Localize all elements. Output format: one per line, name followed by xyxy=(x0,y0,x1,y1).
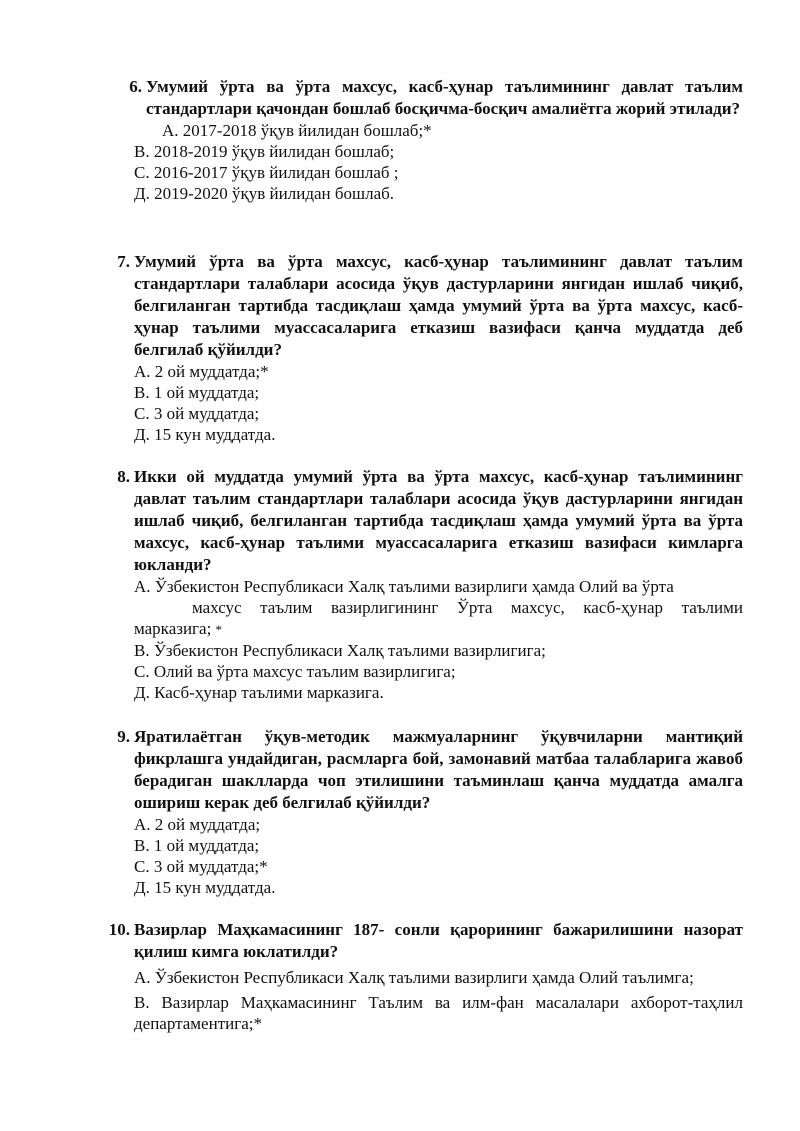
answer-c: С. 3 ой муддатда;* xyxy=(134,857,268,876)
answer-a: А. 2 ой муддатда; xyxy=(134,815,261,834)
question-9 xyxy=(100,726,743,898)
answer-list xyxy=(134,576,743,703)
answer-d: Д. 15 кун муддатда. xyxy=(134,425,276,444)
question-number: 8. xyxy=(117,467,130,486)
answer-a-correct-mark: * xyxy=(215,622,223,637)
question-10 xyxy=(100,919,743,1034)
answer-list xyxy=(134,967,743,1034)
answer-a: А. 2 ой муддатда;* xyxy=(134,362,269,381)
answer-a-line3: марказига; xyxy=(134,619,212,638)
answer-c: С. Олий ва ўрта махсус таълим вазирлигига; xyxy=(134,662,456,681)
question-text: Умумий ўрта ва ўрта махсус, касб-ҳунар таълимининг давлат таълим стандартлари қачондан бошлаб босқичма-босқич амалиётга жорий этилади? xyxy=(146,77,743,118)
question-8 xyxy=(100,466,743,703)
answer-a xyxy=(134,576,743,640)
question-text: Умумий ўрта ва ўрта махсус, касб-ҳунар таълимининг давлат таълим стандартлари талаблари асосида ўқув дастурларини янгидан ишлаб чиқиб, белгиланган тартибда тасдиқлаш ҳамда умумий ўрта ва ўрта махсус, касб-ҳунар таълими муассасаларига етказиш вазифаси қанча муддатда деб белгилаб қўйилди? xyxy=(134,252,743,359)
answer-d: Д. 15 кун муддатда. xyxy=(134,878,276,897)
question-7 xyxy=(100,251,743,445)
answer-a-line2: махсус таълим вазирлигининг Ўрта махсус, касб-ҳунар таълими xyxy=(192,598,743,617)
answer-b: В. Вазирлар Маҳкамасининг Таълим ва илм-фан масалалари ахборот-таҳлил департаментига;* xyxy=(134,993,743,1033)
answer-b: В. 1 ой муддатда; xyxy=(134,836,260,855)
answer-list xyxy=(134,120,743,204)
answer-d: Д. Касб-ҳунар таълими марказига. xyxy=(134,683,384,702)
question-number: 6. xyxy=(129,77,142,96)
question-text: Яратилаётган ўқув-методик мажмуаларнинг ўқувчиларни мантиқий фикрлашга ундайдиган, расмларга бой, замонавий матбаа талабларига жавоб берадиган шаклларда чоп этилишини таъминлаш қанча муддатда амалга ошириш керак деб белгилаб қўйилди? xyxy=(134,727,743,812)
question-number: 7. xyxy=(117,252,130,271)
question-6 xyxy=(100,76,743,204)
answer-d: Д. 2019-2020 ўқув йилидан бошлаб. xyxy=(134,184,395,203)
answer-a: А. 2017-2018 ўқув йилидан бошлаб;* xyxy=(162,121,432,140)
answer-b: В. 1 ой муддатда; xyxy=(134,383,260,402)
answer-a-line1: А. Ўзбекистон Республикаси Халқ таълими вазирлиги ҳамда Олий ва ўрта xyxy=(134,577,674,596)
answer-list xyxy=(134,814,743,898)
answer-list xyxy=(134,361,743,445)
question-number: 9. xyxy=(117,727,130,746)
answer-c: С. 3 ой муддатда; xyxy=(134,404,260,423)
question-number: 10. xyxy=(108,920,130,939)
answer-b: В. Ўзбекистон Республикаси Халқ таълими вазирлигига; xyxy=(134,641,546,660)
answer-a: А. Ўзбекистон Республикаси Халқ таълими вазирлиги ҳамда Олий таълимга; xyxy=(134,968,694,987)
answer-b: В. 2018-2019 ўқув йилидан бошлаб; xyxy=(134,142,395,161)
question-text: Икки ой муддатда умумий ўрта ва ўрта махсус, касб-ҳунар таълимининг давлат таълим стандартлари талаблари асосида ўқув дастурларини янгидан ишлаб чиқиб, белгиланган тартибда тасдиқлаш ҳамда умумий ўрта ва ўрта махсус, касб-ҳунар таълими муассасаларига етказиш вазифаси кимларга юкланди? xyxy=(134,467,743,574)
question-text: Вазирлар Маҳкамасининг 187- сонли қарорининг бажарилишини назорат қилиш кимга юклатилди? xyxy=(134,920,743,961)
answer-c: С. 2016-2017 ўқув йилидан бошлаб ; xyxy=(134,163,399,182)
